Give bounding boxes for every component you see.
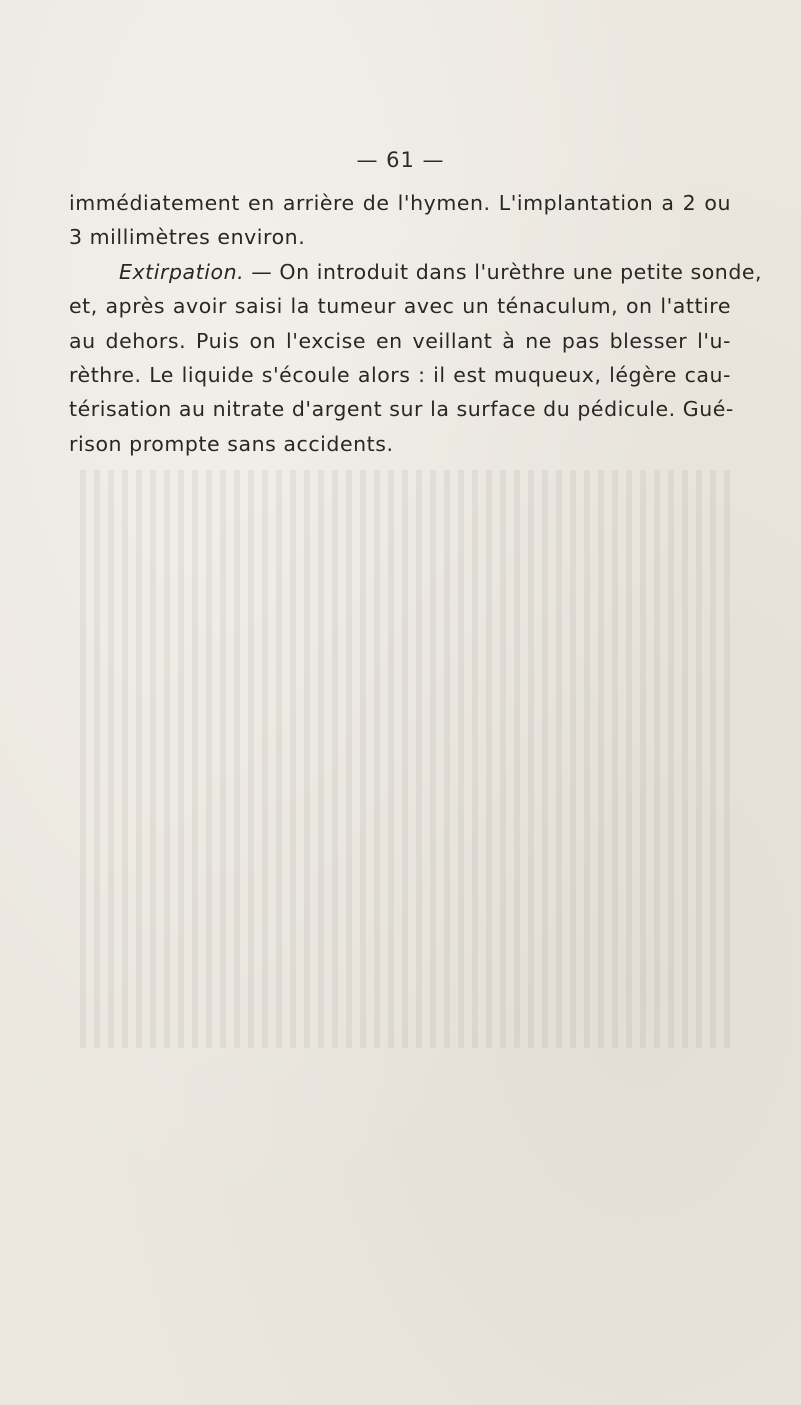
section-line [69, 255, 763, 289]
section-heading: Extirpation. [119, 259, 245, 284]
text-line: rison prompte sans accidents. [69, 431, 394, 456]
text-line: 3 millimètres environ. [69, 225, 306, 250]
show-through-texture [80, 470, 730, 1090]
text-line: rèthre. Le liquide s'écoule alors : il est muqueux, légère cau- [69, 363, 731, 388]
text-line-fragment: — On introduit dans l'urèthre une petite sonde, [251, 259, 763, 284]
page-number: — 61 — [356, 148, 445, 172]
text-line: et, après avoir saisi la tumeur avec un ténaculum, on l'attire [69, 294, 731, 319]
text-line: immédiatement en arrière de l'hymen. L'implantation a 2 ou [69, 191, 731, 215]
text-line: au dehors. Puis on l'excise en veillant à ne pas blesser l'u- [69, 328, 731, 353]
body-text [69, 186, 763, 461]
text-line: térisation au nitrate d'argent sur la surface du pédicule. Gué- [69, 397, 734, 422]
